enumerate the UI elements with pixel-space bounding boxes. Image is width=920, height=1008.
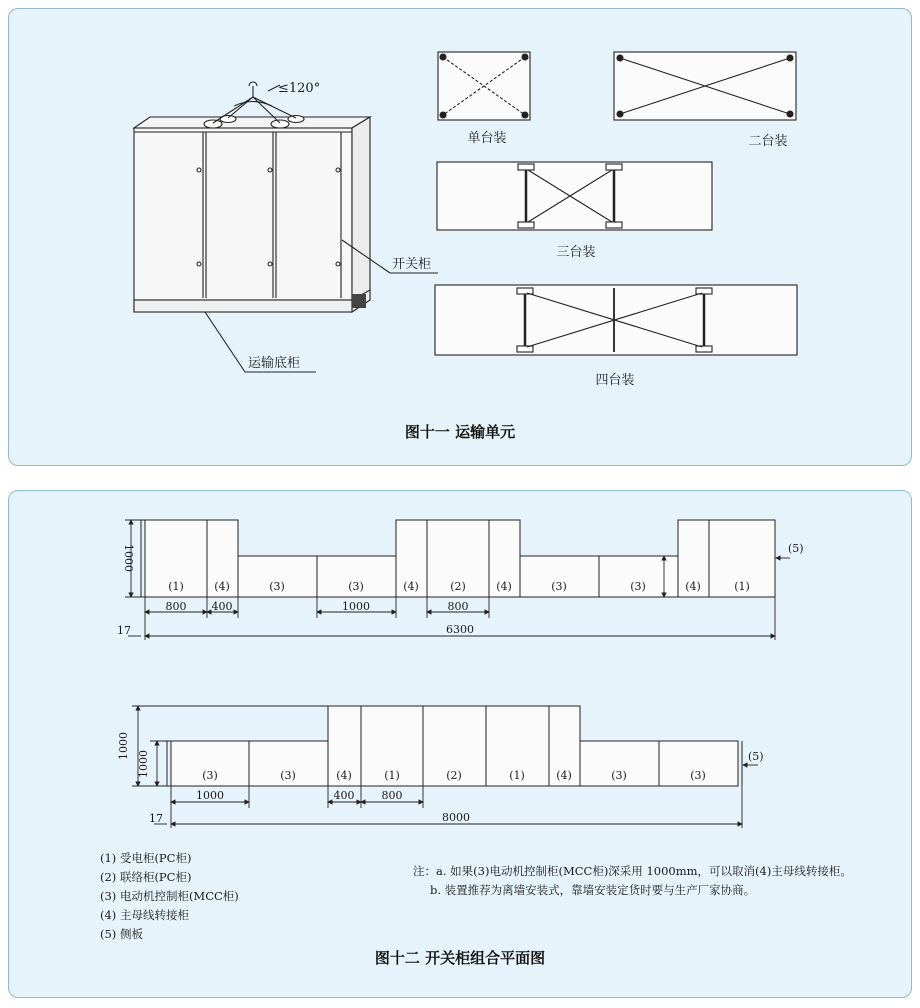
legend-item: (4) 主母线转接柜 — [100, 908, 189, 922]
top-dim-1000: 1000 — [342, 600, 370, 613]
legend-item: (2) 联络柜(PC柜) — [100, 870, 192, 884]
four-unit-plan — [435, 285, 797, 355]
bottom-cabinet-6: (1) — [509, 769, 525, 782]
switchgear-illustration — [134, 82, 438, 372]
bottom-dim-1000: 1000 — [196, 789, 224, 802]
bottom-dim-400: 400 — [333, 789, 355, 802]
legend-item: (5) 侧板 — [100, 927, 143, 941]
bottom-cabinet-3: (4) — [336, 769, 352, 782]
single-unit-label: 单台装 — [467, 131, 507, 146]
three-unit-plan — [437, 162, 712, 230]
two-unit-label: 二台装 — [748, 134, 788, 149]
top-cabinet-4: (3) — [348, 580, 364, 593]
bottom-cabinet-9: (3) — [690, 769, 706, 782]
legend — [100, 849, 239, 944]
top-cabinet-3: (3) — [269, 580, 285, 593]
bottom-side-gap: 17 — [149, 812, 163, 825]
transport-base-label: 运输底柜 — [248, 356, 301, 371]
bottom-cabinet-5: (2) — [446, 769, 462, 782]
top-side-gap: 17 — [117, 624, 131, 637]
top-cabinet-11: (1) — [734, 580, 750, 593]
bottom-cabinet-4: (1) — [384, 769, 400, 782]
top-cabinet-8: (3) — [551, 580, 567, 593]
bottom-cabinet-1: (3) — [202, 769, 218, 782]
figure-11-caption: 图十一 运输单元 — [404, 423, 516, 441]
four-unit-label: 四台装 — [595, 373, 635, 388]
top-dim-800: 800 — [165, 600, 187, 613]
top-dim-400: 400 — [211, 600, 233, 613]
figure-12-caption: 图十二 开关柜组合平面图 — [374, 949, 546, 967]
bottom-total-dim: 8000 — [442, 811, 470, 824]
three-unit-label: 三台装 — [556, 245, 596, 260]
lift-angle-label: ≤120° — [278, 81, 321, 96]
legend-item: (1) 受电柜(PC柜) — [100, 851, 192, 865]
bottom-cabinet-2: (3) — [280, 769, 296, 782]
top-cabinet-6: (2) — [450, 580, 466, 593]
top-cabinet-1: (1) — [168, 580, 184, 593]
top-depth-dim: 1000 — [122, 544, 135, 572]
top-dim-800b: 800 — [447, 600, 469, 613]
notes — [413, 862, 852, 900]
bottom-depth-inner-dim: 1000 — [137, 750, 150, 778]
two-unit-plan — [614, 52, 796, 120]
bottom-side-panel-label: (5) — [748, 750, 764, 763]
top-cabinet-5: (4) — [403, 580, 419, 593]
note-a: 注：a. 如果(3)电动机控制柜(MCC柜)深采用 1000mm，可以取消(4)主母线转接柜。 — [413, 864, 852, 878]
bottom-depth-outer-dim: 1000 — [117, 732, 130, 760]
top-cabinet-2: (4) — [214, 580, 230, 593]
top-cabinet-10: (4) — [685, 580, 701, 593]
legend-item: (3) 电动机控制柜(MCC柜) — [100, 889, 239, 903]
single-unit-plan — [438, 52, 530, 120]
top-cabinet-7: (4) — [496, 580, 512, 593]
top-total-dim: 6300 — [446, 623, 474, 636]
top-cabinet-9: (3) — [630, 580, 646, 593]
switchgear-label: 开关柜 — [392, 257, 432, 272]
top-side-panel-label: (5) — [788, 542, 804, 555]
bottom-cabinet-7: (4) — [556, 769, 572, 782]
bottom-cabinet-8: (3) — [611, 769, 627, 782]
note-b: b. 装置推荐为离墙安装式，靠墙安装定货时要与生产厂家协商。 — [430, 883, 756, 897]
bottom-dim-800: 800 — [381, 789, 403, 802]
